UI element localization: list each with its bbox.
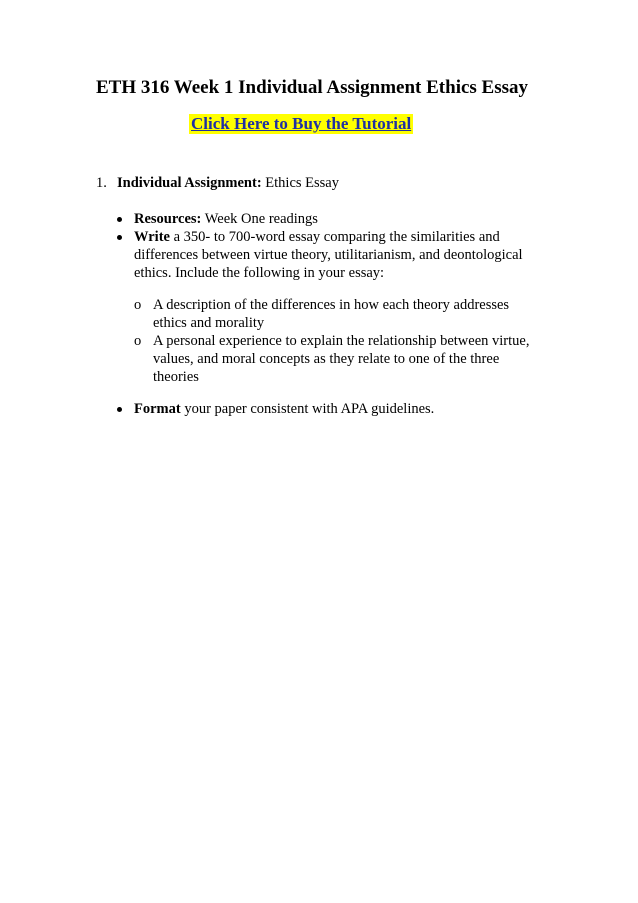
subitem-b-line-3: theories <box>153 369 199 385</box>
list-number: 1. <box>96 175 107 191</box>
subitem-b-line-1: A personal experience to explain the relationship between virtue, <box>153 333 530 349</box>
resources-label: Resources: <box>134 211 202 227</box>
assignment-text: Ethics Essay <box>265 175 339 191</box>
write-label: Write <box>134 229 170 245</box>
buy-tutorial-link[interactable]: Click Here to Buy the Tutorial <box>191 114 412 133</box>
format-text: your paper consistent with APA guidelines. <box>184 401 435 417</box>
bullet-icon <box>117 407 122 412</box>
bullet-icon <box>117 217 122 222</box>
resources-line <box>134 210 318 228</box>
write-line-1 <box>134 228 500 246</box>
document-title: ETH 316 Week 1 Individual Assignment Ethics Essay <box>96 77 529 98</box>
write-line-2: differences between virtue theory, utilitarianism, and deontological <box>134 247 523 263</box>
subitem-a-line-2: ethics and morality <box>153 315 265 331</box>
write-line-3: ethics. Include the following in your essay: <box>134 265 385 281</box>
subitem-b-line-2: values, and moral concepts as they relate to one of the three <box>153 351 500 367</box>
bullet-icon <box>117 235 122 240</box>
sub-bullet-icon: o <box>134 333 142 349</box>
assignment-heading <box>117 174 339 192</box>
format-line <box>134 400 434 418</box>
format-label: Format <box>134 401 181 417</box>
resources-text: Week One readings <box>204 211 318 227</box>
write-text-1: a 350- to 700-word essay comparing the similarities and <box>173 229 500 245</box>
subitem-a-line-1: A description of the differences in how each theory addresses <box>153 297 510 313</box>
assignment-label: Individual Assignment: <box>117 175 262 191</box>
sub-bullet-icon: o <box>134 297 142 313</box>
